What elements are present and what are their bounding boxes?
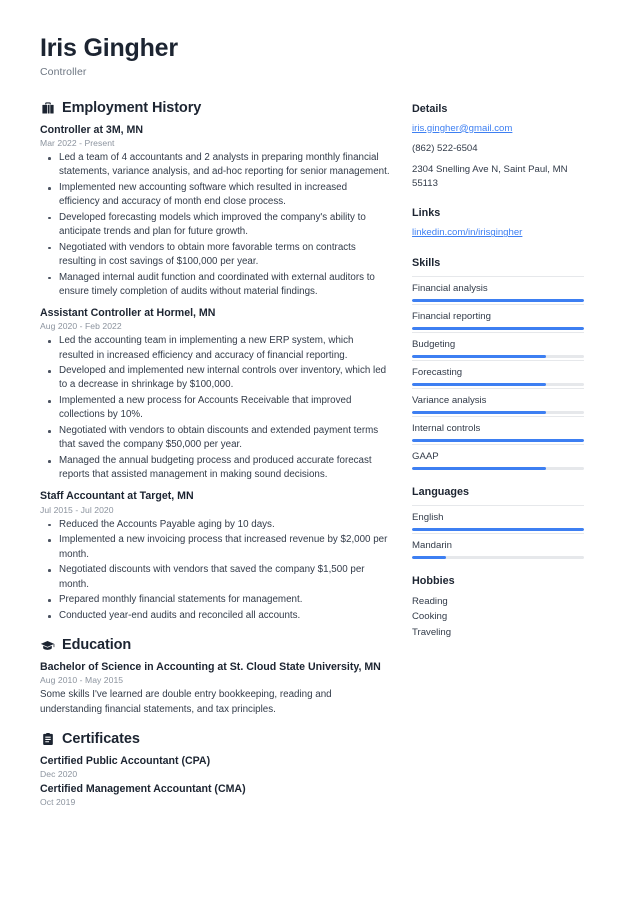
sidebar-hobbies bbox=[412, 575, 584, 641]
bullet-item: Developed and implemented new internal controls over inventory, which led to a decrease in shrinkage by $100,000. bbox=[57, 364, 390, 392]
skill-meter-fill bbox=[412, 439, 584, 442]
sidebar-title: Hobbies bbox=[412, 574, 455, 587]
language-meter-fill bbox=[412, 556, 446, 559]
resume-header bbox=[40, 34, 606, 78]
bullet-item: Developed forecasting models which improved the company's ability to anticipate trends and plan for future growth. bbox=[57, 211, 390, 239]
entry-bullets bbox=[40, 518, 390, 623]
entry-date: Jul 2015 - Jul 2020 bbox=[40, 504, 114, 515]
entry-title: Assistant Controller at Hormel, MN bbox=[40, 307, 216, 320]
skill-label: Budgeting bbox=[412, 332, 584, 355]
skill-label: Variance analysis bbox=[412, 388, 584, 411]
section-header bbox=[40, 731, 390, 747]
bullet-item: Negotiated discounts with vendors that saved the company $1,500 per month. bbox=[57, 563, 390, 591]
certificate-entry bbox=[40, 782, 390, 807]
sidebar-skills bbox=[412, 257, 584, 470]
skill-meter bbox=[412, 355, 584, 358]
bullet-item: Managed internal audit function and coordinated with external auditors to ensure timely completion of audits without material findings. bbox=[57, 271, 390, 299]
bullet-item: Conducted year-end audits and reconciled all accounts. bbox=[57, 609, 390, 623]
address-text: 2304 Snelling Ave N, Saint Paul, MN 55113 bbox=[412, 163, 568, 189]
section-title: Education bbox=[62, 637, 132, 654]
resume-body bbox=[40, 100, 606, 822]
bullet-item: Led a team of 4 accountants and 2 analysts in preparing monthly financial statements, variance analysis, and ad-hoc reporting for senior management. bbox=[57, 151, 390, 179]
bullet-item: Led the accounting team in implementing a new ERP system, which resulted in increased efficiency and accuracy of financial reporting. bbox=[57, 334, 390, 362]
sidebar-title: Languages bbox=[412, 485, 469, 498]
skill-item bbox=[412, 332, 584, 358]
skill-meter-fill bbox=[412, 383, 546, 386]
section-certificates bbox=[40, 731, 390, 808]
sidebar-column bbox=[412, 100, 584, 657]
section-header bbox=[40, 637, 390, 653]
employment-entry bbox=[40, 306, 390, 482]
sidebar-links bbox=[412, 207, 584, 240]
bullet-item: Managed the annual budgeting process and produced accurate forecast reports that assisted management in making sound decisions. bbox=[57, 454, 390, 482]
skill-meter bbox=[412, 439, 584, 442]
entry-date: Dec 2020 bbox=[40, 769, 78, 780]
language-meter-fill bbox=[412, 528, 584, 531]
skill-meter bbox=[412, 299, 584, 302]
skill-item bbox=[412, 388, 584, 414]
sidebar-details bbox=[412, 103, 584, 192]
sidebar-languages bbox=[412, 486, 584, 559]
skill-label: Internal controls bbox=[412, 416, 584, 439]
hobby-item: Reading bbox=[412, 595, 448, 607]
section-title: Employment History bbox=[62, 99, 202, 116]
candidate-job-title: Controller bbox=[40, 65, 87, 78]
section-employment-history bbox=[40, 100, 390, 623]
main-column bbox=[40, 100, 412, 822]
skill-meter bbox=[412, 327, 584, 330]
language-meter bbox=[412, 556, 584, 559]
language-item bbox=[412, 505, 584, 531]
phone-text: (862) 522-6504 bbox=[412, 143, 478, 155]
language-item bbox=[412, 533, 584, 559]
skill-meter-fill bbox=[412, 467, 546, 470]
entry-bullets bbox=[40, 151, 390, 299]
entry-title: Staff Accountant at Target, MN bbox=[40, 490, 194, 503]
bullet-item: Reduced the Accounts Payable aging by 10 days. bbox=[57, 518, 390, 532]
skill-item bbox=[412, 360, 584, 386]
email-link[interactable]: iris.gingher@gmail.com bbox=[412, 122, 513, 134]
entry-title: Controller at 3M, MN bbox=[40, 123, 143, 136]
entry-title: Certified Public Accountant (CPA) bbox=[40, 754, 211, 767]
skill-meter-fill bbox=[412, 299, 584, 302]
skill-item bbox=[412, 304, 584, 330]
linkedin-link[interactable]: linkedin.com/in/irisgingher bbox=[412, 227, 523, 239]
entry-date: Mar 2022 - Present bbox=[40, 138, 115, 149]
entry-date: Oct 2019 bbox=[40, 797, 76, 808]
skill-meter-fill bbox=[412, 327, 584, 330]
section-title: Certificates bbox=[62, 730, 140, 747]
bullet-item: Prepared monthly financial statements for management. bbox=[57, 593, 390, 607]
sidebar-title: Skills bbox=[412, 256, 441, 269]
skill-meter bbox=[412, 383, 584, 386]
bullet-item: Implemented a new invoicing process that increased revenue by $2,000 per month. bbox=[57, 533, 390, 561]
education-entry bbox=[40, 660, 390, 717]
skill-item bbox=[412, 416, 584, 442]
skill-label: Financial reporting bbox=[412, 304, 584, 327]
skill-item bbox=[412, 276, 584, 302]
employment-entry bbox=[40, 489, 390, 623]
entry-title: Bachelor of Science in Accounting at St. Cloud State University, MN bbox=[40, 661, 381, 674]
hobby-item: Cooking bbox=[412, 611, 448, 623]
bullet-item: Negotiated with vendors to obtain more favorable terms on contracts resulting in cost savings of $100,000 per year. bbox=[57, 241, 390, 269]
sidebar-title: Links bbox=[412, 207, 441, 220]
briefcase-icon bbox=[40, 100, 55, 115]
bullet-item: Negotiated with vendors to obtain discounts and extended payment terms that saved the company $50,000 per year. bbox=[57, 424, 390, 452]
hobby-item: Traveling bbox=[412, 626, 452, 638]
entry-date: Aug 2010 - May 2015 bbox=[40, 675, 124, 686]
skill-item bbox=[412, 444, 584, 470]
clipboard-icon bbox=[40, 731, 55, 746]
language-meter bbox=[412, 528, 584, 531]
language-label: Mandarin bbox=[412, 533, 584, 556]
employment-entry bbox=[40, 123, 390, 299]
skill-meter-fill bbox=[412, 411, 546, 414]
candidate-name: Iris Gingher bbox=[40, 34, 178, 62]
sidebar-title: Details bbox=[412, 102, 448, 115]
skill-label: GAAP bbox=[412, 444, 584, 467]
section-header bbox=[40, 100, 390, 116]
bullet-item: Implemented new accounting software which resulted in increased efficiency and accuracy of month end close process. bbox=[57, 181, 390, 209]
bullet-item: Implemented a new process for Accounts Receivable that improved collections by 10%. bbox=[57, 394, 390, 422]
graduation-cap-icon bbox=[40, 638, 55, 653]
skill-meter bbox=[412, 411, 584, 414]
skill-meter bbox=[412, 467, 584, 470]
section-education bbox=[40, 637, 390, 717]
certificate-entry bbox=[40, 754, 390, 779]
entry-bullets bbox=[40, 334, 390, 482]
skill-meter-fill bbox=[412, 355, 546, 358]
skill-label: Forecasting bbox=[412, 360, 584, 383]
entry-title: Certified Management Accountant (CMA) bbox=[40, 783, 246, 796]
skill-label: Financial analysis bbox=[412, 276, 584, 299]
entry-date: Aug 2020 - Feb 2022 bbox=[40, 321, 122, 332]
language-label: English bbox=[412, 505, 584, 528]
entry-description: Some skills I've learned are double entry bookkeeping, reading and understanding financial statements, and tax principles. bbox=[40, 689, 332, 715]
